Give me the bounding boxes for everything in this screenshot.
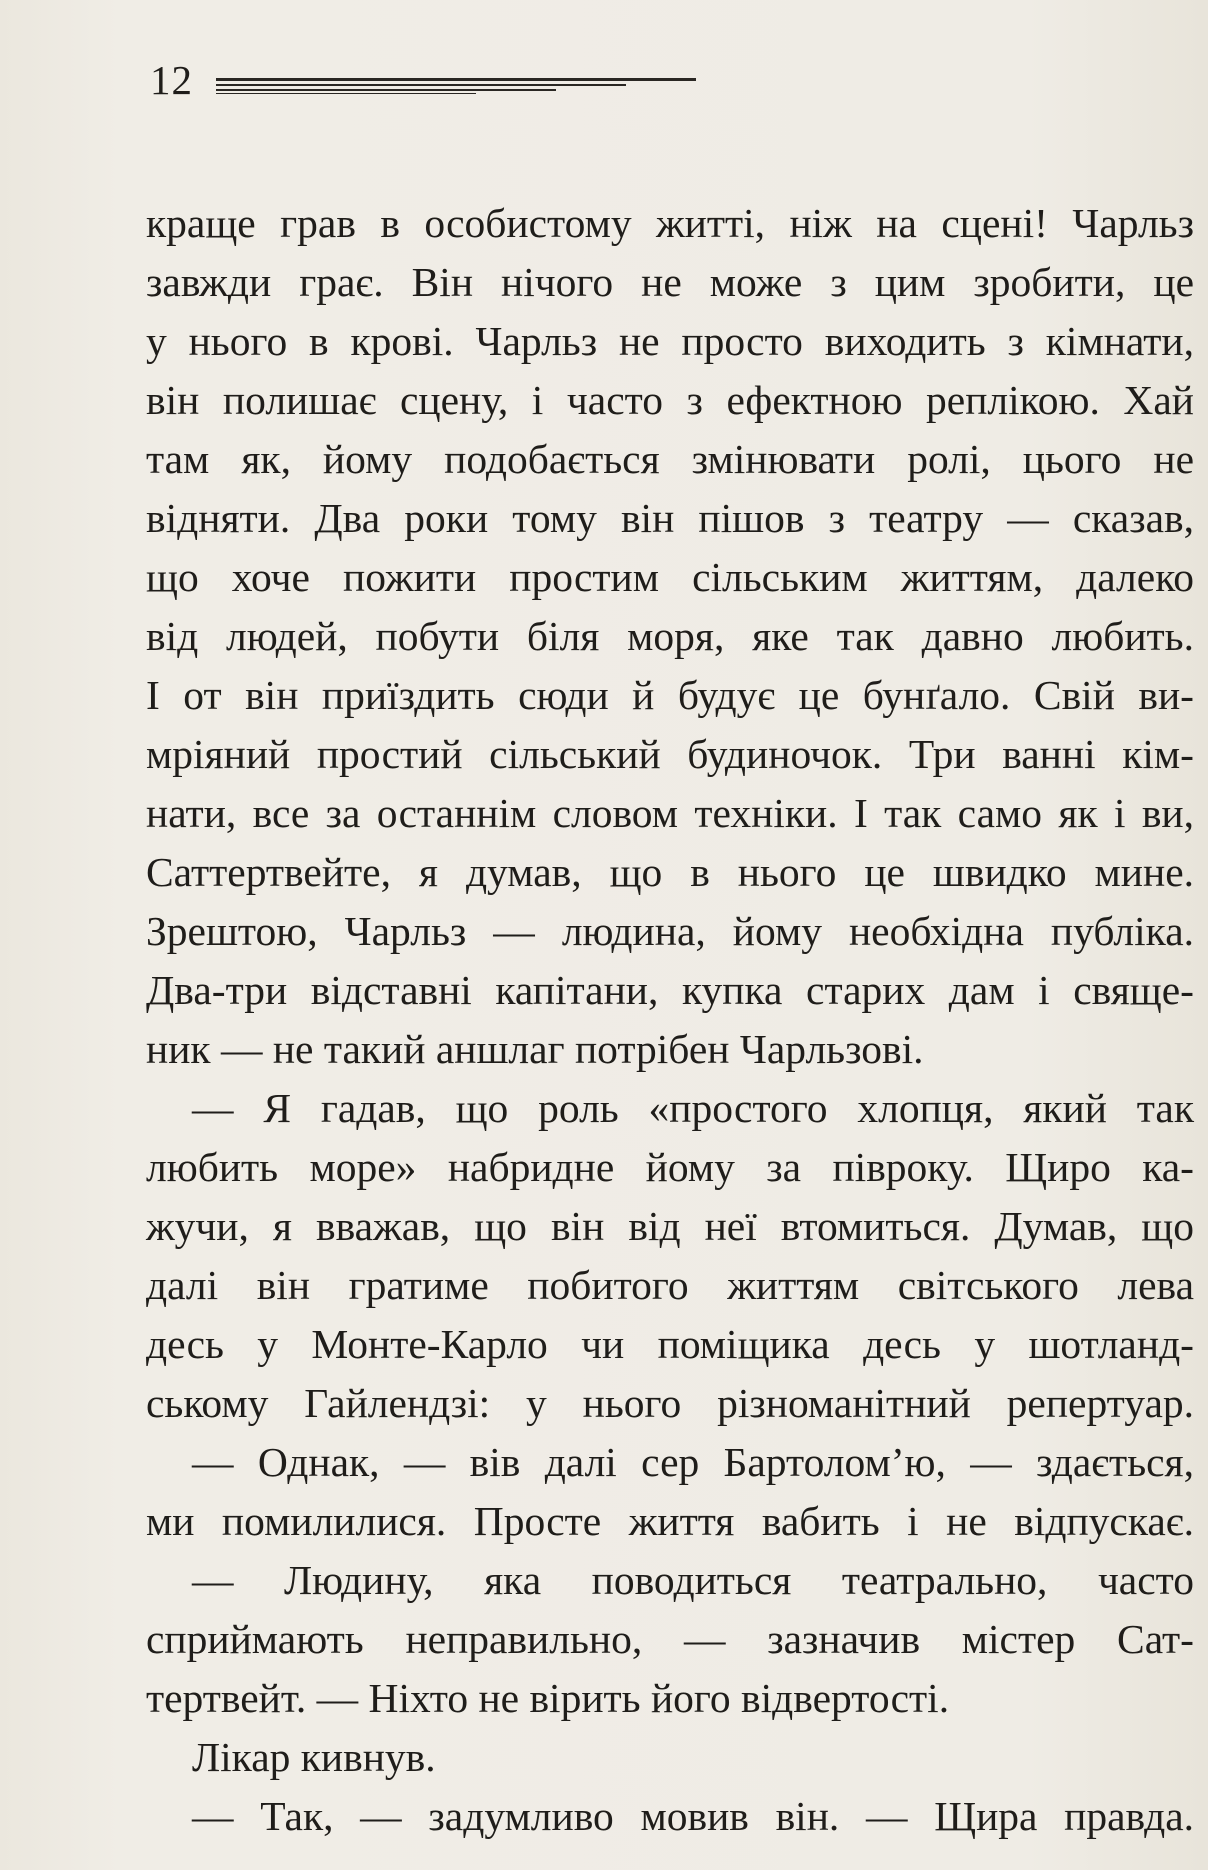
text-line: Лікар кивнув. — [192, 1734, 436, 1780]
text-line: любить море» набридне йому за півроку. Щиро ка- — [146, 1144, 1194, 1190]
text-line: жучи, я вважав, що він від неї втомиться. Думав, що — [146, 1203, 1194, 1249]
text-line: тертвейт. — Ніхто не вірить його відвертості. — [146, 1675, 950, 1721]
text-line: — Я гадав, що роль «простого хлопця, який так — [192, 1085, 1194, 1131]
text-line: що хоче пожити простим сільським життям, далеко — [146, 554, 1194, 600]
text-line: — Людину, яка поводиться театрально, часто — [192, 1557, 1194, 1603]
text-line: Два-три відставні капітани, купка старих дам і свяще- — [146, 967, 1194, 1013]
header-rule — [216, 89, 556, 91]
header-rule — [216, 93, 476, 94]
text-line: І от він приїздить сюди й будує це бунґало. Свій ви- — [146, 672, 1194, 718]
text-line: від людей, побути біля моря, яке так давно любить. — [146, 613, 1194, 659]
text-line: далі він гратиме побитого життям світського лева — [146, 1262, 1194, 1308]
text-line: десь у Монте-Карло чи поміщика десь у шотланд- — [146, 1321, 1194, 1367]
header-rule — [216, 78, 696, 81]
text-line: відняти. Два роки тому він пішов з театру — сказав, — [146, 495, 1194, 541]
text-line: сприймають неправильно, — зазначив містер Сат- — [146, 1616, 1194, 1662]
header-rule — [216, 84, 626, 86]
header-decorative-rules — [216, 78, 846, 98]
text-line: краще грав в особистому житті, ніж на сцені! Чарльз — [146, 200, 1194, 246]
text-line: — Однак, — вів далі сер Бартолом’ю, — здається, — [192, 1439, 1194, 1485]
text-line: мріяний простий сільський будиночок. Три ванні кім- — [146, 731, 1194, 777]
body-text — [146, 194, 1194, 1846]
page-number: 12 — [150, 57, 193, 103]
text-line: — Так, — задумливо мовив він. — Щира правда. — [192, 1793, 1194, 1839]
text-line: ми помилилися. Просте життя вабить і не відпускає. — [146, 1498, 1194, 1544]
text-line: у нього в крові. Чарльз не просто виходить з кімнати, — [146, 318, 1194, 364]
text-line: Саттертвейте, я думав, що в нього це швидко мине. — [146, 849, 1194, 895]
text-line: Зрештою, Чарльз — людина, йому необхідна публіка. — [146, 908, 1194, 954]
page-header — [150, 58, 710, 108]
text-line: ському Гайлендзі: у нього різноманітний репертуар. — [146, 1380, 1194, 1426]
text-line: нати, все за останнім словом техніки. І так само як і ви, — [146, 790, 1194, 836]
text-line: завжди грає. Він нічого не може з цим зробити, це — [146, 259, 1194, 305]
text-line: там як, йому подобається змінювати ролі, цього не — [146, 436, 1194, 482]
text-line: ник — не такий аншлаг потрібен Чарльзові. — [146, 1026, 924, 1072]
text-line: він полишає сцену, і часто з ефектною реплікою. Хай — [146, 377, 1194, 423]
